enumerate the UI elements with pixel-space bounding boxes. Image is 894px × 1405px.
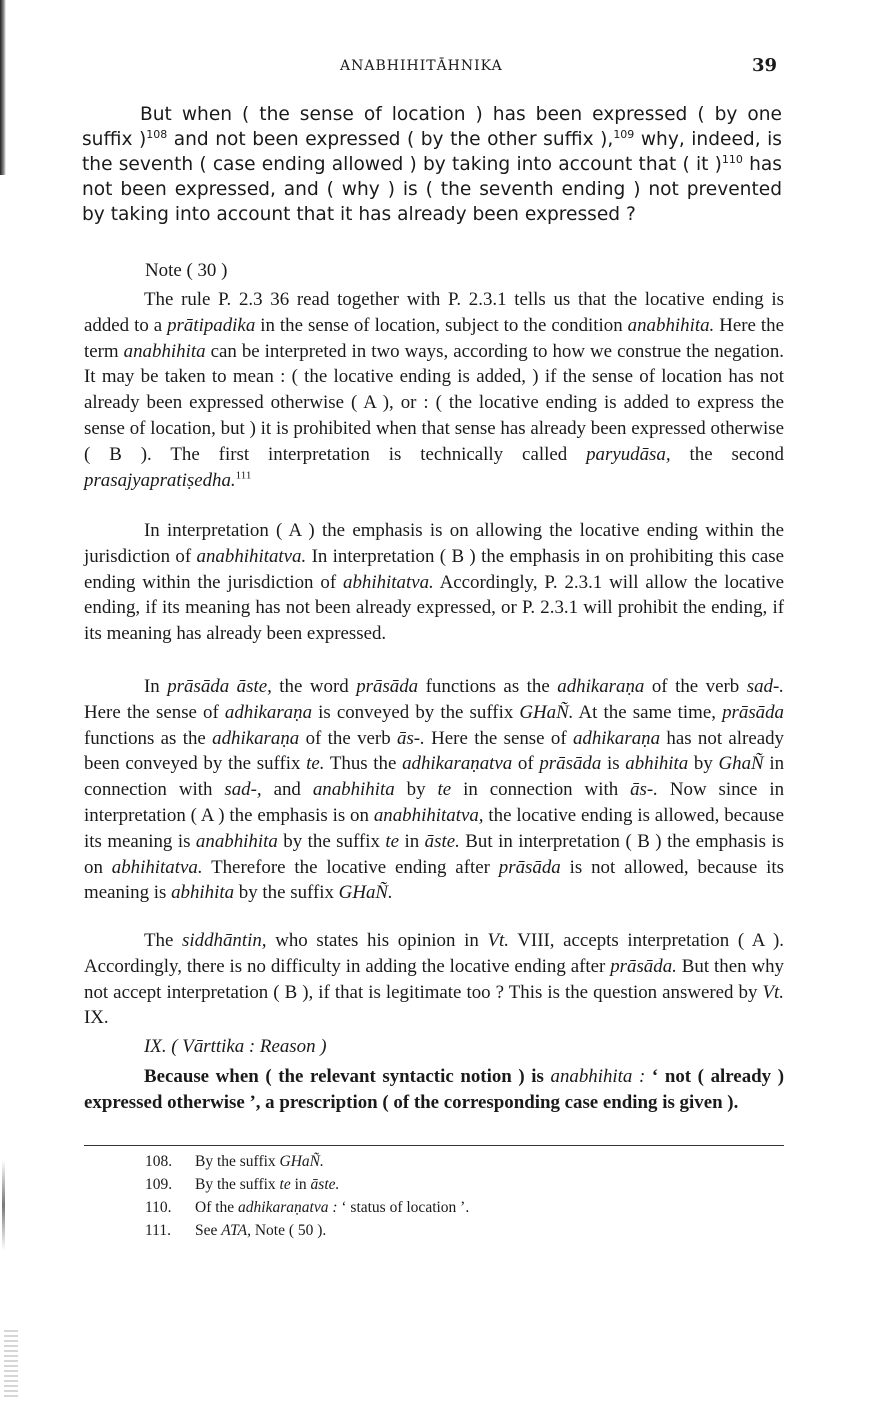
page-number: 39 [752,55,778,76]
footnotes [145,1150,469,1242]
page-header [0,55,894,82]
footnote-divider [84,1145,784,1146]
scan-edge-noise [4,1330,18,1400]
varttika-text: Because when ( the relevant syntactic notion ) is anabhihita : ‘ not ( already ) expressed otherwise ’, a prescription ( of the corresponding case ending is given ). [84,1066,784,1113]
note-heading: Note ( 30 ) [145,260,228,281]
note-paragraph-3: In prāsāda āste, the word prāsāda functions as the adhikaraṇa of the verb sad-. Here the sense of adhikaraṇa is conveyed by the suffix GHaÑ. At the same time, prāsāda functions as the adhikaraṇa of the verb ās-. Here the sense of adhikaraṇa has not already been conveyed by the suffix te. Thus the adhikaraṇatva of prāsāda is abhihita by GhaÑ in connection with sad-, and anabhihita by te in connection with ās-. Now since in interpretation ( A ) the emphasis is on anabhihitatva, the locative ending is allowed, because its meaning is anabhihita by the suffix te in āste. But in interpretation ( B ) the emphasis is on abhihitatva. Therefore the locative ending after prāsāda is not allowed, because its meaning is abhihita by the suffix GHaÑ. [84,676,785,904]
running-title: ANABHIHITĀHNIKA [340,58,503,74]
footnote-ref-111: 111 [235,469,252,482]
footnote-109: 109. By the suffix te in āste. [145,1176,340,1193]
footnote-ref-109: 109 [613,127,635,141]
footnote-111: 111. See ATA, Note ( 50 ). [145,1222,327,1239]
note-paragraph-4: The siddhāntin, who states his opinion in Vt. VIII, accepts interpretation ( A ). Accordingly, there is no difficulty in adding the locative ending after prāsāda. But then why not accept interpretation ( B ), if that is legitimate too ? This is the question answered by Vt. IX. [84,930,784,1029]
footnote-110: 110. Of the adhikaraṇatva : ‘ status of location ’. [145,1199,470,1216]
footnote-108: 108. By the suffix GHaÑ. [145,1153,324,1170]
scan-edge-mark [2,1160,5,1250]
footnote-ref-110: 110 [721,152,743,166]
question-paragraph: But when ( the sense of location ) has been expressed ( by one suffix )$^{108}$ and not been expressed ( by the other suffix ),$^{109}$ why, indeed, is the seventh ( case ending allowed ) by taking into account that ( it )$^{110}$ has not been expressed, and ( why ) is ( the seventh ending ) not prevented by taking into account that it has already been expressed ? [82,104,782,225]
note-paragraph-1: The rule P. 2.3 36 read together with P. 2.3.1 tells us that the locative ending is added to a prātipadika in the sense of location, subject to the condition anabhihita. Here the term anabhihita can be interpreted in two ways, according to how we construe the negation. It may be taken to mean : ( the locative ending is added, ) if the sense of location has not already been expressed otherwise ( A ), or : ( the locative ending is added to express the sense of location, but ) it is prohibited when that sense has already been expressed otherwise ( B ). The first interpretation is technically called paryudāsa, the second prasajyapratiṣedha.$^{111}$ [84,289,784,491]
footnote-ref-108: 108 [146,127,168,141]
note-paragraph-2: In interpretation ( A ) the emphasis is on allowing the locative ending within the jurisdiction of anabhihitatva. In interpretation ( B ) the emphasis in on prohibiting this case ending within the jurisdiction of abhihitatva. Accordingly, P. 2.3.1 will allow the locative ending, if its meaning has not been already expressed, or P. 2.3.1 will prohibit the ending, if its meaning has already been expressed. [84,520,785,645]
scan-binding-shadow [0,0,6,175]
varttika-heading: IX. ( Vārttika : Reason ) [144,1036,327,1057]
